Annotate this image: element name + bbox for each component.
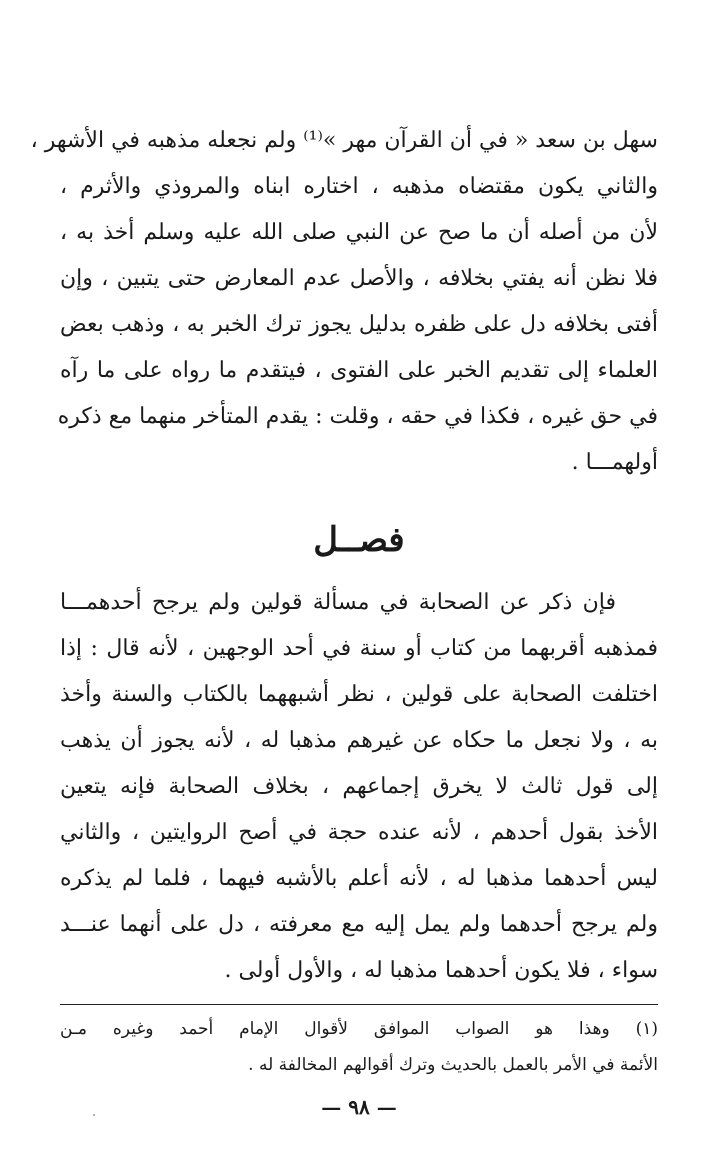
text-line: إلى قول ثالث لا يخرق إجماعهم ، بخلاف الصحابة فإنه يتعين — [60, 774, 658, 799]
second-paragraph — [60, 580, 658, 994]
text-line: والثاني يكون مقتضاه مذهبه ، اختاره ابناه والمروذي والأثرم ، — [60, 174, 658, 199]
text-line: أولهمـــا . — [571, 450, 658, 475]
footnote — [60, 1011, 658, 1083]
book-page — [30, 118, 658, 1127]
footnote-divider — [60, 1004, 658, 1005]
text-line: به ، ولا نجعل ما حكاه عن غيرهم مذهبا له ، لأنه يجوز أن يذهب — [60, 728, 658, 753]
text-line: فلا نظن أنه يفتي بخلافه ، والأصل عدم المعارض حتى يتبين ، وإن — [60, 266, 658, 291]
text-line: في حق غيره ، فكذا في حقه ، وقلت : يقدم المتأخر منهما مع ذكره — [57, 404, 658, 429]
footnote-line: الأئمة في الأمر بالعمل بالحديث وترك أقوالهم المخالفة له . — [248, 1055, 658, 1075]
text-line: سواء ، فلا يكون أحدهما مذهبا له ، والأول أولى . — [224, 958, 658, 983]
text-line: فمذهبه أقربهما من كتاب أو سنة في أحد الوجهين ، لأنه قال : إذا — [60, 636, 658, 661]
page-number: — ٩٨ — — [321, 1095, 397, 1119]
text-line: اختلفت الصحابة على قولين ، نظر أشبههما بالكتاب والسنة وأخذ — [60, 682, 658, 707]
text-line: أفتى بخلافه دل على ظفره بدليل يجوز ترك الخبر به ، وذهب بعض — [60, 312, 658, 337]
text-line: الأخذ بقول أحدهم ، لأنه عنده حجة في أصح الروايتين ، والثاني — [60, 820, 658, 845]
text-line: ولم يرجح أحدهما ولم يمل إليه مع معرفته ، دل على أنهما عنـــد — [60, 912, 658, 937]
text-line: فإن ذكر عن الصحابة في مسألة قولين ولم يرجح أحدهمـــا — [60, 590, 616, 615]
text-line: سهل بن سعد « في أن القرآن مهر »⁽¹⁾ ولم نجعله مذهبه في الأشهر ، — [30, 128, 658, 153]
footnote-line: (١) وهذا هو الصواب الموافق لأقوال الإمام أحمد وغيره مـن — [60, 1019, 658, 1039]
section-heading: فصــل — [313, 520, 405, 560]
text-line: العلماء إلى تقديم الخبر على الفتوى ، فيتقدم ما رواه على ما رآه — [60, 358, 658, 383]
top-paragraph — [30, 118, 658, 486]
text-line: ليس أحدهما مذهبا له ، لأنه أعلم بالأشبه فيهما ، فلما لم يذكره — [60, 866, 658, 891]
text-line: لأن من أصله أن ما صح عن النبي صلى الله عليه وسلم أخذ به ، — [60, 220, 658, 245]
scan-speck — [93, 1114, 95, 1116]
